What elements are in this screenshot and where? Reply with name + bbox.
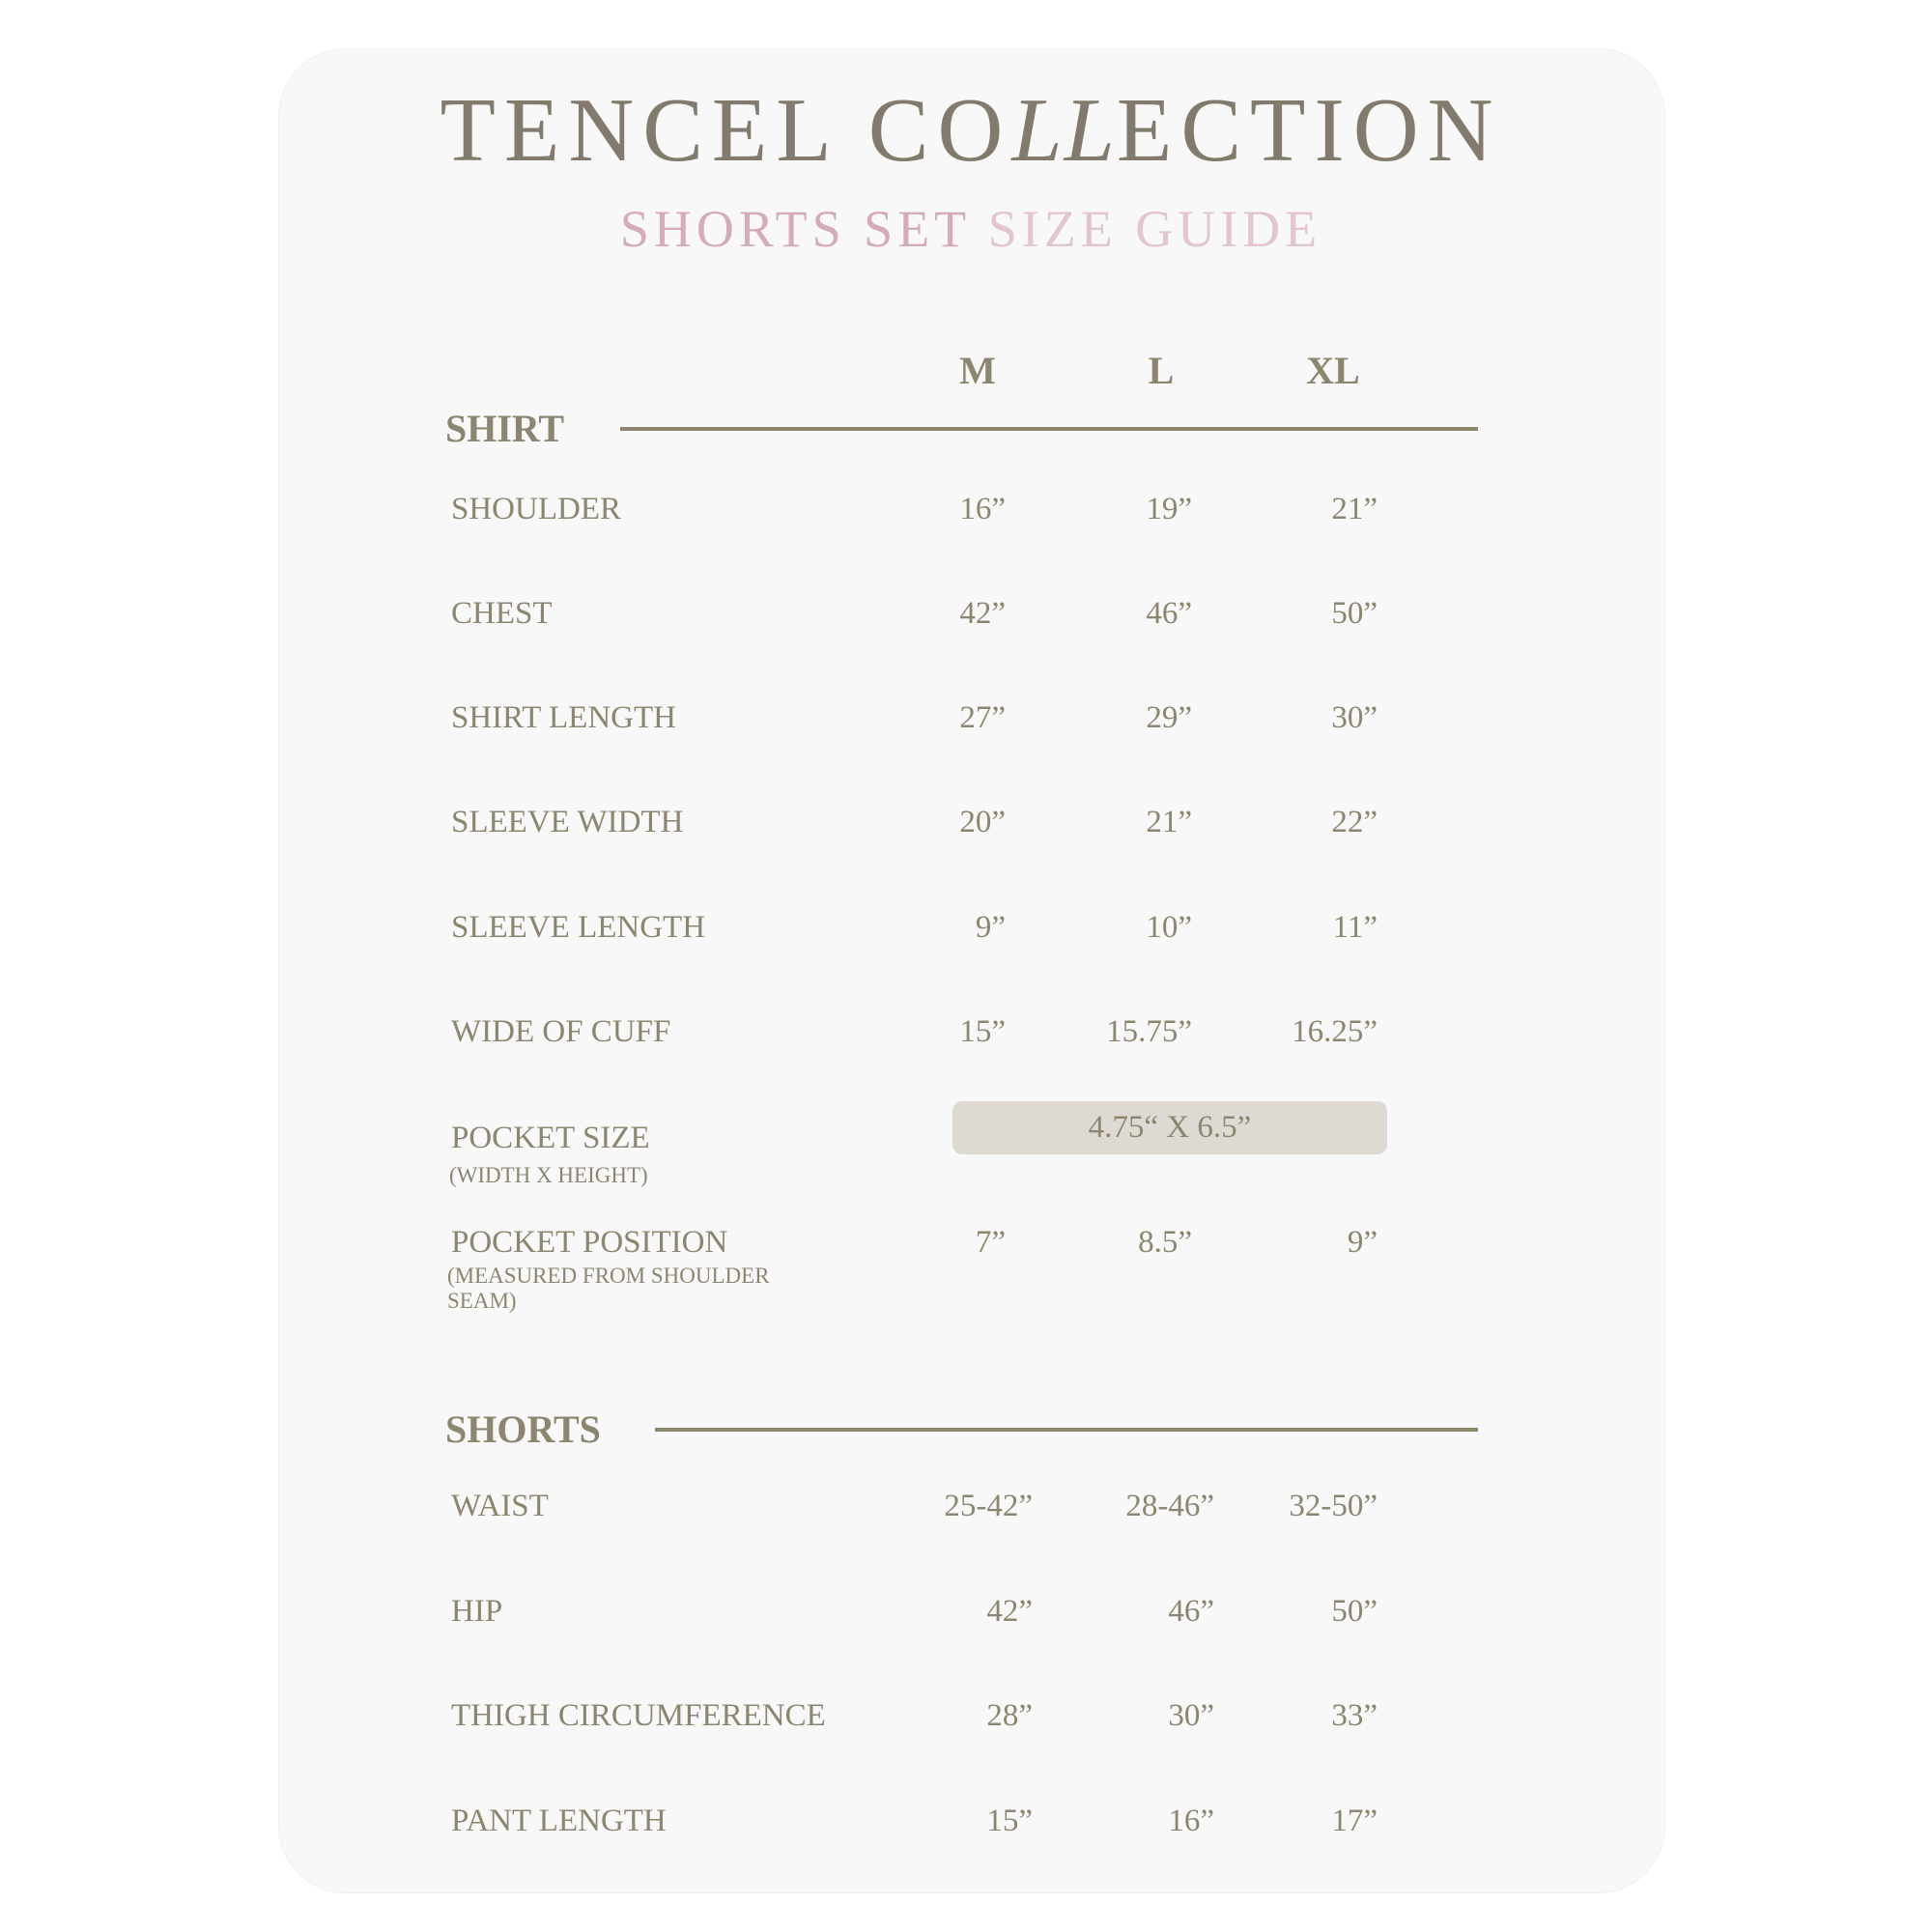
value-thigh-circumference-xl: 33” <box>1331 1698 1378 1733</box>
row-label-sleeve-width: SLEEVE WIDTH <box>451 805 684 839</box>
value-hip-l: 46” <box>1168 1594 1214 1629</box>
value-shoulder-xl: 21” <box>1331 492 1378 526</box>
row-label-shirt-length: SHIRT LENGTH <box>451 700 676 735</box>
shorts-section-heading: SHORTS <box>445 1407 601 1451</box>
value-chest-m: 42” <box>959 596 1006 631</box>
value-sleeve-length-l: 10” <box>1146 910 1192 945</box>
value-thigh-circumference-l: 30” <box>1168 1698 1214 1733</box>
collection-title: TENCEL COLLECTION <box>440 80 1502 181</box>
value-pocket-position-xl: 9” <box>1347 1225 1378 1260</box>
value-hip-xl: 50” <box>1331 1594 1378 1629</box>
value-shirt-length-l: 29” <box>1146 700 1192 735</box>
pocket-position-note: (MEASURED FROM SHOULDER SEAM) <box>447 1264 770 1313</box>
value-pant-length-m: 15” <box>986 1804 1033 1838</box>
value-pant-length-l: 16” <box>1168 1804 1214 1838</box>
row-label-sleeve-length: SLEEVE LENGTH <box>451 910 706 945</box>
value-pocket-position-l: 8.5” <box>1138 1225 1192 1260</box>
value-hip-m: 42” <box>986 1594 1033 1629</box>
size-header-m: M <box>959 349 996 392</box>
size-header-l: L <box>1148 349 1175 392</box>
row-label-wide-of-cuff: WIDE OF CUFF <box>451 1014 671 1049</box>
value-chest-xl: 50” <box>1331 596 1378 631</box>
row-label-chest: CHEST <box>451 596 553 631</box>
value-sleeve-width-m: 20” <box>959 805 1006 839</box>
shirt-section-heading: SHIRT <box>445 407 565 450</box>
size-guide-subtitle: SHORTS SET SIZE GUIDE <box>619 200 1322 258</box>
value-shirt-length-xl: 30” <box>1331 700 1378 735</box>
value-wide-of-cuff-l: 15.75” <box>1106 1014 1192 1049</box>
value-sleeve-width-xl: 22” <box>1331 805 1378 839</box>
row-label-waist: WAIST <box>451 1489 549 1523</box>
value-shoulder-m: 16” <box>959 492 1006 526</box>
value-pant-length-xl: 17” <box>1331 1804 1378 1838</box>
pocket-size-value: 4.75“ X 6.5” <box>952 1101 1387 1154</box>
value-shoulder-l: 19” <box>1146 492 1192 526</box>
value-shirt-length-m: 27” <box>959 700 1006 735</box>
row-label-pant-length: PANT LENGTH <box>451 1804 667 1838</box>
row-label-hip: HIP <box>451 1594 503 1629</box>
value-sleeve-length-xl: 11” <box>1332 910 1378 945</box>
row-label-shoulder: SHOULDER <box>451 492 622 526</box>
value-pocket-position-m: 7” <box>975 1225 1006 1260</box>
row-label-pocket-size: POCKET SIZE <box>451 1121 650 1155</box>
value-waist-l: 28-46” <box>1125 1489 1214 1523</box>
value-sleeve-width-l: 21” <box>1146 805 1192 839</box>
row-label-pocket-position: POCKET POSITION <box>451 1225 728 1260</box>
row-label-thigh-circumference: THIGH CIRCUMFERENCE <box>451 1698 826 1733</box>
value-wide-of-cuff-xl: 16.25” <box>1292 1014 1378 1049</box>
value-waist-xl: 32-50” <box>1289 1489 1378 1523</box>
value-thigh-circumference-m: 28” <box>986 1698 1033 1733</box>
pocket-size-note: (WIDTH X HEIGHT) <box>449 1163 648 1187</box>
value-sleeve-length-m: 9” <box>975 910 1006 945</box>
value-wide-of-cuff-m: 15” <box>959 1014 1006 1049</box>
value-chest-l: 46” <box>1146 596 1192 631</box>
shorts-section-divider <box>655 1428 1478 1432</box>
shirt-section-divider <box>620 427 1478 431</box>
size-header-xl: XL <box>1306 349 1360 392</box>
value-waist-m: 25-42” <box>944 1489 1033 1523</box>
